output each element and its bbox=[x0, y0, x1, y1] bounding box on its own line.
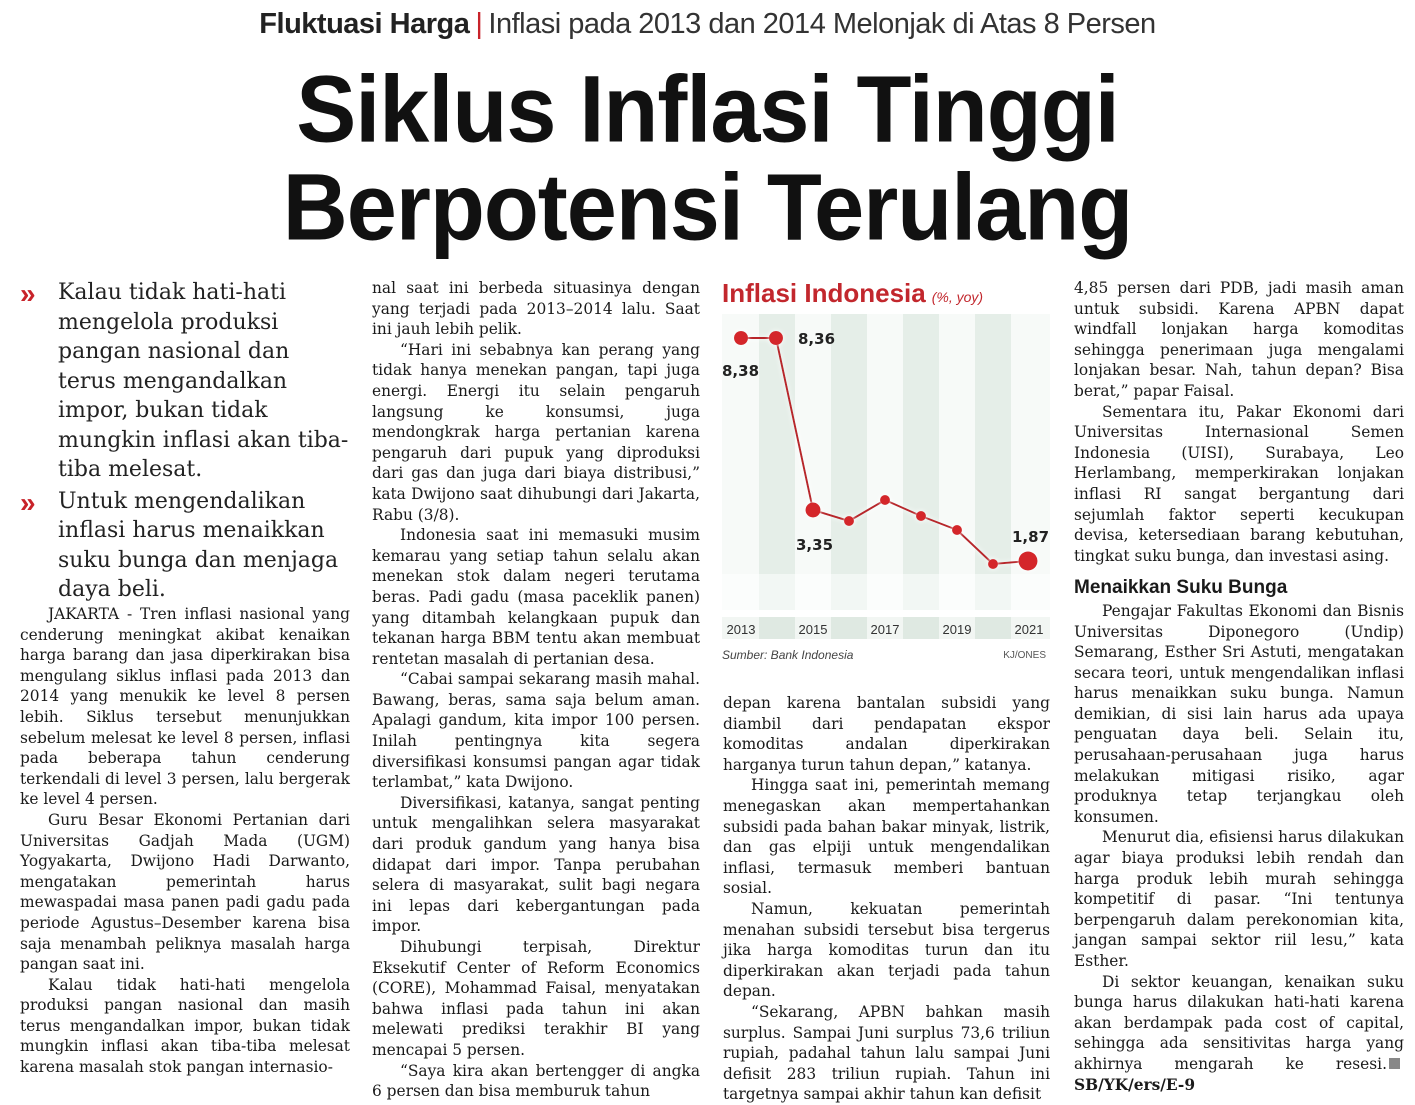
article-column-2 bbox=[372, 278, 700, 1102]
line-chart bbox=[722, 314, 1050, 646]
rubric-separator: | bbox=[475, 8, 483, 40]
marker-2019 bbox=[952, 525, 962, 535]
marker-2015 bbox=[806, 503, 821, 518]
paragraph: “Hari ini sebabnya kan perang yang tidak hanya menekan pangan, tapi juga energi. Energi itu selain pengaruh langsung ke konsumsi, juga mendongkrak harga pertanian karena pengaruh dari pupuk yang diproduksi dari gas dan juga dari biaya distribusi,” kata Dwijono saat dihubungi dari Jakarta, Rabu (3/8). bbox=[372, 340, 700, 524]
marker-2013 bbox=[734, 331, 748, 345]
chart-credit: KJ/ONES bbox=[1003, 650, 1046, 661]
paragraph-text: Di sektor keuangan, kenaikan suku bunga harus dilakukan hati-hati karena akan berdampak pada cost of capital, sehingga ada sensitivitas harga yang akhirnya mengarah ke resesi. bbox=[1074, 972, 1404, 1073]
x-tick-label: 2013 bbox=[726, 622, 756, 637]
kicker-subtitle: Inflasi pada 2013 dan 2014 Melonjak di Atas 8 Persen bbox=[488, 8, 1156, 40]
paragraph: depan karena bantalan subsidi yang diambil dari pendapatan ekspor komoditas andalan diperkirakan harganya turun tahun depan,” katanya. bbox=[723, 694, 1050, 774]
headline-line-2: Berpotensi Terulang bbox=[282, 155, 1133, 261]
paragraph: JAKARTA - Tren inflasi nasional yang cenderung meningkat akibat kenaikan harga barang dan jasa diperkirakan bisa mengulang siklus inflasi pada 2013 dan 2014 yang menukik ke level 8 persen lebih. Siklus tersebut menunjukkan sebelum melesat ke level 8 persen, inflasi pada beberapa tahun cenderung terkendali di level 3 persen, lalu bergerak ke level 4 persen. bbox=[20, 605, 350, 809]
marker-2018 bbox=[916, 511, 926, 521]
label-2013: 8,38 bbox=[722, 362, 760, 380]
x-tick-label: 2017 bbox=[870, 622, 900, 637]
headline-line-1: Siklus Inflasi Tinggi bbox=[296, 57, 1119, 163]
marker-2021 bbox=[1019, 552, 1038, 571]
paragraph: “Saya kira akan bertengger di angka 6 persen dan bisa memburuk tahun bbox=[372, 1061, 700, 1101]
chart-unit: (%, yoy) bbox=[931, 289, 984, 305]
article-column-1 bbox=[20, 604, 350, 1078]
paragraph: Namun, kekuatan pemerintah menahan subsidi tersebut bisa tergerus jika harga komoditas turun dan itu diperkirakan akan terjadi pada tahun depan. bbox=[723, 899, 1050, 1001]
paragraph: Menurut dia, efisiensi harus dilakukan agar biaya produksi lebih rendah dan harga produk lebih murah sehingga kompetitif di pasar. “Ini tentunya berpengaruh dalam perekonomian kita, jangan sampai sektor riil lesu,” kata Esther. bbox=[1074, 828, 1404, 970]
paragraph: Guru Besar Ekonomi Pertanian dari Universitas Gadjah Mada (UGM) Yogyakarta, Dwijono Hadi Darwanto, mengatakan pemerintah harus mewaspadai masa panen padi gadu pada periode Agustus–Desember karena bisa saja menambah peliknya masalah harga pangan saat ini. bbox=[20, 810, 350, 974]
rubric: Fluktuasi Harga bbox=[259, 8, 470, 40]
label-2021: 1,87 bbox=[1012, 528, 1050, 546]
section-subheading: Menaikkan Suku Bunga bbox=[1074, 577, 1288, 599]
x-tick-label: 2019 bbox=[942, 622, 972, 637]
background-bands bbox=[722, 314, 1050, 610]
last-paragraph bbox=[1074, 972, 1404, 1096]
paragraph: Dihubungi terpisah, Direktur Eksekutif Center of Reform Economics (CORE), Mohammad Faisal, menyatakan bahwa inflasi pada tahun ini akan melewati prediksi terakhir BI yang mencapai 5 persen. bbox=[372, 938, 700, 1059]
x-tick-label: 2015 bbox=[798, 622, 828, 637]
double-chevron-icon: » bbox=[20, 486, 32, 518]
paragraph: “Cabai sampai sekarang masih mahal. Bawang, beras, sama saja belum aman. Apalagi gandum, kita impor 100 persen. Inilah pentingnya kita segera diversifikasi konsumsi pangan agar tidak terlambat,” kata Dwijono. bbox=[372, 670, 700, 792]
label-2015: 3,35 bbox=[796, 536, 834, 554]
marker-2017 bbox=[880, 495, 890, 505]
marker-2020 bbox=[988, 559, 998, 569]
inflation-chart bbox=[722, 278, 1050, 666]
paragraph: Pengajar Fakultas Ekonomi dan Bisnis Universitas Diponegoro (Undip) Semarang, Esther Sri Astuti, mengatakan secara teori, untuk mengendalikan inflasi harus menaikkan suku bunga. Namun demikian, di sisi lain harus ada upaya penguatan daya beli. Selain itu, perusahaan-perusahaan juga harus melakukan mitigasi risiko, agar produknya tetap terjangkau oleh konsumen. bbox=[1074, 601, 1404, 826]
kicker bbox=[0, 8, 1415, 41]
article-column-4 bbox=[1074, 278, 1404, 1095]
x-tick-label: 2021 bbox=[1014, 622, 1044, 637]
double-chevron-icon: » bbox=[20, 278, 32, 309]
article-column-3 bbox=[723, 693, 1050, 1105]
paragraph: Indonesia saat ini memasuki musim kemarau yang setiap tahun selalu akan menekan stok dalam negeri terutama beras. Padi gadu (masa paceklik panen) yang ditambah kelangkaan pupuk dan tekanan harga BBM tentu akan membuat rentetan masalah di pertanian desa. bbox=[372, 526, 700, 668]
paragraph: Sementara itu, Pakar Ekonomi dari Universitas Internasional Semen Indonesia (UISI), Surabaya, Leo Herlambang, memperkirakan lonjakan inflasi RI sangat bergantung dari sejumlah faktor seperti kecukupan devisa, ketersediaan barang kebutuhan, tingkat suku bunga, dan investasi asing. bbox=[1074, 402, 1404, 565]
author-signoff: SB/YK/ers/E-9 bbox=[1074, 1075, 1196, 1094]
chart-title bbox=[722, 278, 983, 309]
highlights bbox=[20, 278, 350, 607]
paragraph: 4,85 persen dari PDB, jadi masih aman untuk subsidi. Karena APBN dapat windfall lonjakan harga komoditas sehingga penerimaan juga mengalami lonjakan besar. Nah, tahun depan? Bisa berat,” papar Faisal. bbox=[1074, 279, 1404, 400]
paragraph: Diversifikasi, katanya, sangat penting untuk mengalihkan selera masyarakat dari produk gandum yang hanya bisa didapat dari impor. Tanpa perubahan selera di masyarakat, sulit bagi negara ini lepas dari kebergantungan pada impor. bbox=[372, 793, 700, 936]
paragraph: Kalau tidak hati-hati mengelola produksi pangan nasional dan masih terus mengandalkan impor, bukan tidak mungkin inflasi akan tiba-tiba melesat karena masalah stok pangan internasio- bbox=[20, 975, 350, 1077]
highlight-item bbox=[20, 278, 350, 485]
label-2014: 8,36 bbox=[798, 330, 836, 348]
chart-source: Sumber: Bank Indonesia bbox=[722, 648, 854, 662]
paragraph: “Sekarang, APBN bahkan masih surplus. Sampai Juni surplus 73,6 triliun rupiah, padahal tahun lalu sampai Juni defisit 283 triliun rupiah. Tahun ini targetnya sampai akhir tahun kan defisit bbox=[723, 1002, 1050, 1104]
marker-2016 bbox=[844, 516, 854, 526]
paragraph: nal saat ini berbeda situasinya dengan yang terjadi pada 2013–2014 lalu. Saat ini jauh lebih pelik. bbox=[372, 279, 700, 339]
highlight-text: Kalau tidak hati-hati mengelola produksi pangan nasional dan terus mengandalkan impor, bukan tidak mungkin inflasi akan tiba-tiba melesat. bbox=[58, 280, 349, 482]
end-mark-icon bbox=[1389, 1058, 1400, 1069]
highlight-item bbox=[20, 487, 350, 605]
marker-2014 bbox=[769, 331, 783, 345]
highlight-text: Untuk mengendalikan inflasi harus menaikkan suku bunga dan menjaga daya beli. bbox=[58, 488, 339, 602]
chart-title-text: Inflasi Indonesia bbox=[722, 278, 926, 308]
paragraph: Hingga saat ini, pemerintah memang menegaskan akan mempertahankan subsidi pada bahan bakar minyak, listrik, dan gas elpiji untuk mengendalikan inflasi, termasuk memberi bantuan sosial. bbox=[723, 776, 1050, 898]
